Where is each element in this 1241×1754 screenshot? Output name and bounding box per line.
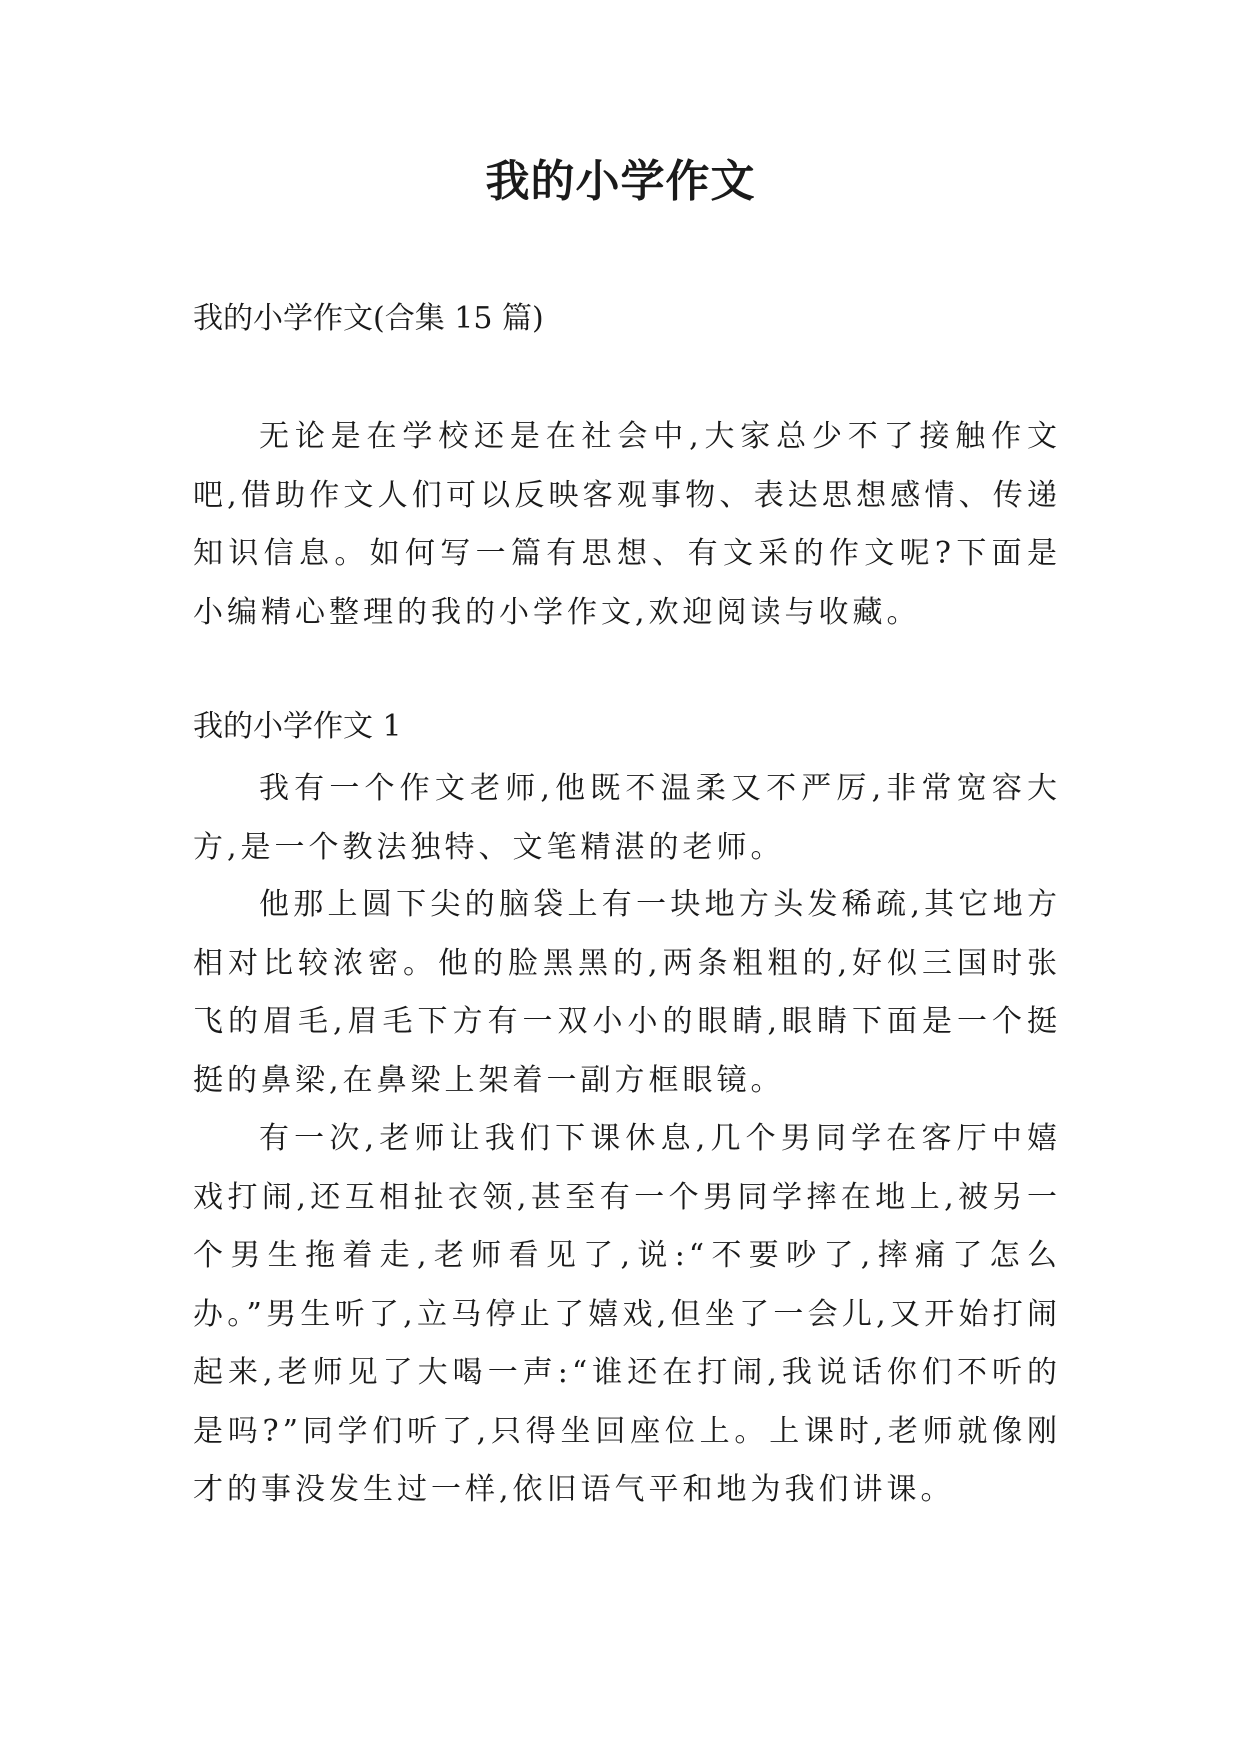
- body-paragraph: 他那上圆下尖的脑袋上有一块地方头发稀疏,其它地方相对比较浓密。他的脸黑黑的,两条粗粗的,好似三国时张飞的眉毛,眉毛下方有一双小小的眼睛,眼睛下面是一个挺挺的鼻梁,在鼻梁上架着一副方框眼镜。: [193, 887, 1061, 1098]
- body-paragraph: 我有一个作文老师,他既不温柔又不严厉,非常宽容大方,是一个教法独特、文笔精湛的老师。: [193, 771, 1061, 865]
- document-title: 我的小学作文: [485, 156, 756, 207]
- intro-paragraph: 无论是在学校还是在社会中,大家总少不了接触作文吧,借助作文人们可以反映客观事物、表达思想感情、传递知识信息。如何写一篇有思想、有文采的作文呢?下面是小编精心整理的我的小学作文,欢迎阅读与收藏。: [193, 419, 1061, 630]
- document-subtitle: 我的小学作文(合集 15 篇): [193, 301, 544, 336]
- section-heading: 我的小学作文 1: [193, 709, 402, 744]
- body-paragraph: 有一次,老师让我们下课休息,几个男同学在客厅中嬉戏打闹,还互相扯衣领,甚至有一个男同学摔在地上,被另一个男生拖着走,老师看见了,说:“不要吵了,摔痛了怎么办。”男生听了,立马停止了嬉戏,但坐了一会儿,又开始打闹起来,老师见了大喝一声:“谁还在打闹,我说话你们不听的是吗?”同学们听了,只得坐回座位上。上课时,老师就像刚才的事没发生过一样,依旧语气平和地为我们讲课。: [193, 1121, 1061, 1507]
